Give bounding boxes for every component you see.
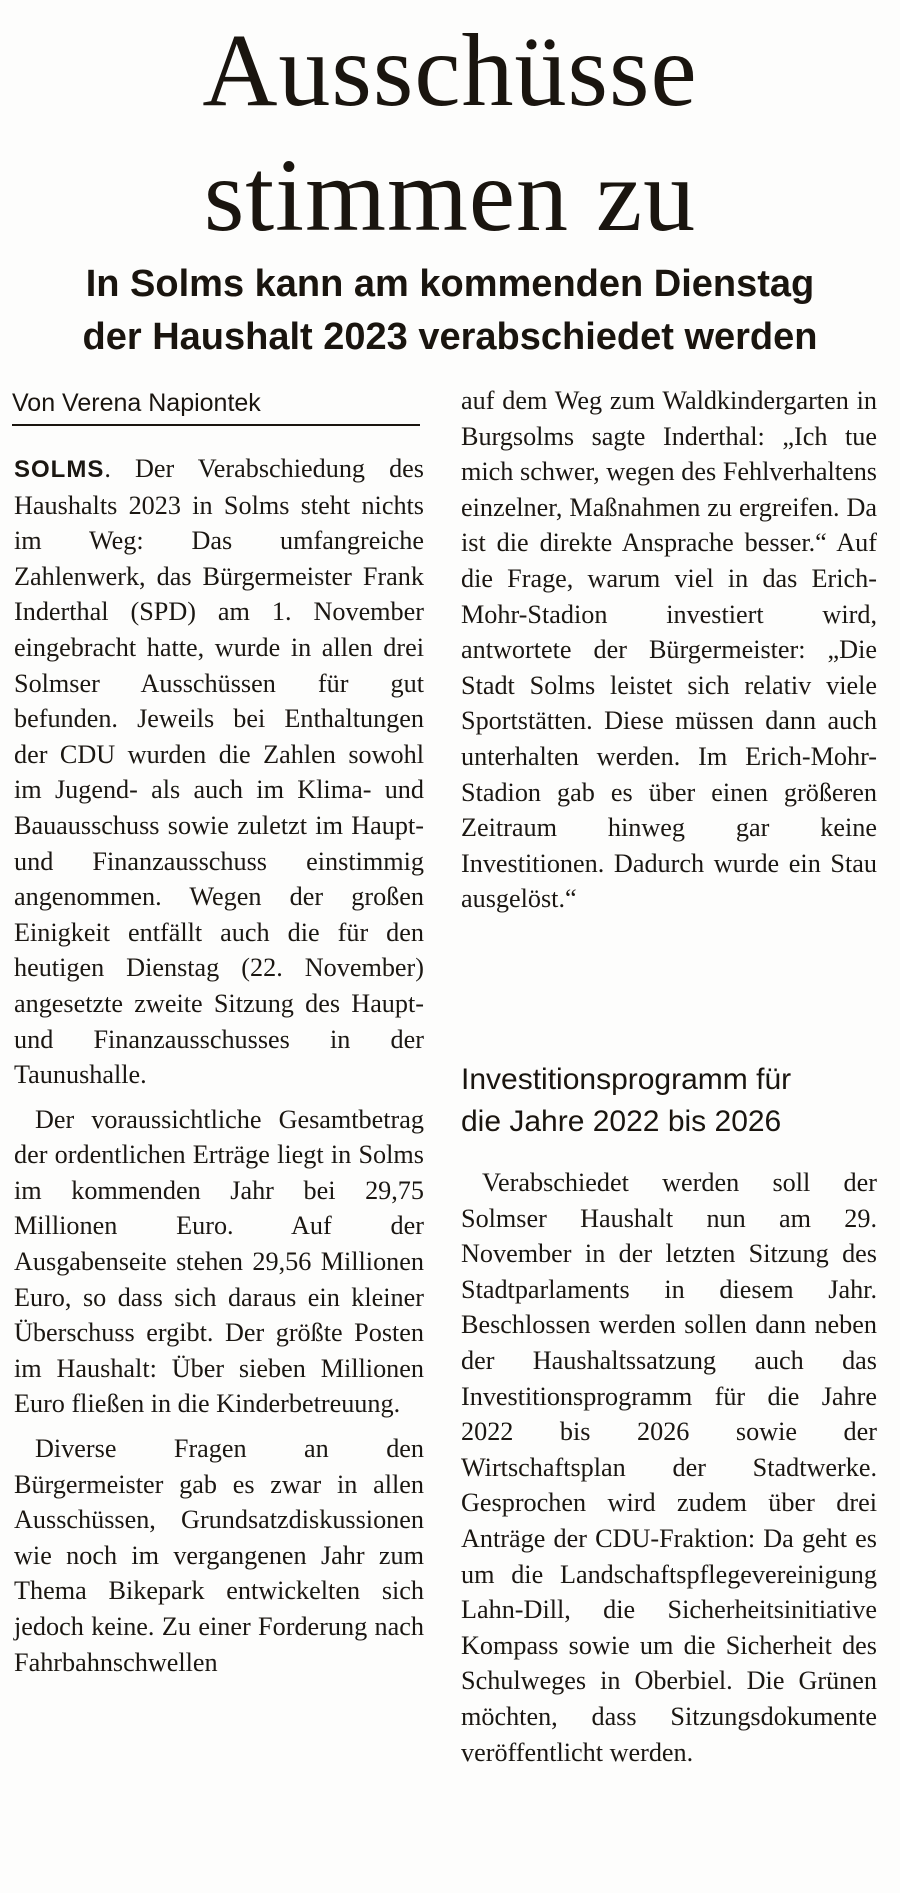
subheadline-line-1: In Solms kann am kommenden Dienstag (85, 263, 815, 305)
dateline: SOLMS (14, 456, 105, 483)
section-heading-line-1: Investitionsprogramm für (461, 1063, 792, 1096)
headline-line-2: stimmen zu (203, 138, 697, 253)
column-right-top (461, 383, 877, 917)
paragraph-2: Der voraussichtliche Gesamtbetrag der ordentlichen Erträge liegt in Solms im kommenden Jahr bei 29,75 Millionen Euro. Auf der Ausgabenseite stehen 29,56 Millionen Euro, so dass sich daraus ein kleiner Überschuss ergibt. Der größte Posten im Haushalt: Über sieben Millionen Euro fließen in die Kinderbetreuung. (14, 1104, 424, 1419)
section-heading-line-2: die Jahre 2022 bis 2026 (461, 1105, 782, 1138)
paragraph-3-continued: auf dem Weg zum Waldkindergarten in Burgsolms sagte Inderthal: „Ich tue mich schwer, wegen des Fehlverhaltens einzelner, Maßnahmen zu ergreifen. Da ist die direkte Ansprache besser.“ Auf die Frage, warum viel in das Erich-Mohr-Stadion investiert wird, antwortete der Bürgermeister: „Die Stadt Solms leistet sich relativ viele Sportstätten. Diese müssen dann auch unterhalten werden. Im Erich-Mohr-Stadion gab es über einen größeren Zeitraum hinweg gar keine Investitionen. Dadurch wurde ein Stau ausgelöst.“ (461, 386, 877, 914)
byline: Von Verena Napiontek (12, 386, 420, 426)
paragraph-1-text: . Der Verabschiedung des Haushalts 2023 in Solms steht nichts im Weg: Das umfangreiche Zahlenwerk, das Bürgermeister Frank Inderthal (SPD) am 1. November eingebracht hatte, wurde in allen drei Solmser Ausschüssen für gut befunden. Jeweils bei Enthaltungen der CDU wurden die Zahlen sowohl im Jugend- als auch im Klima- und Bauausschuss sowie zuletzt im Haupt- und Finanzausschuss einstimmig angenommen. Wegen der großen Einigkeit entfällt auch die für den heutigen Dienstag (22. November) angesetzte zweite Sitzung des Haupt- und Finanzausschusses in der Taunushalle. (14, 454, 424, 1090)
headline (0, 8, 900, 258)
column-left (14, 451, 424, 1680)
paragraph-1 (14, 451, 424, 1093)
paragraph-3: Diverse Fragen an den Bürgermeister gab es zwar in allen Ausschüssen, Grundsatzdiskussionen wie noch im vergangenen Jahr zum Thema Bikepark entwickelten sich jedoch keine. Zu einer Forderung nach Fahrbahnschwellen (14, 1434, 424, 1677)
subheadline (0, 258, 900, 364)
paragraph-4: Verabschiedet werden soll der Solmser Haushalt nun am 29. November in der letzten Sitzung des Stadtparlaments in diesem Jahr. Beschlossen werden sollen dann neben der Haushaltssatzung auch das Investitionsprogramm für die Jahre 2022 bis 2026 sowie der Wirtschaftsplan der Stadtwerke. Gesprochen wird zudem über drei Anträge der CDU-Fraktion: Da geht es um die Landschaftspflegevereinigung Lahn-Dill, die Sicherheitsinitiative Kompass sowie um die Sicherheit des Schulweges in Oberbiel. Die Grünen möchten, dass Sitzungsdokumente veröffentlicht werden. (461, 1168, 877, 1767)
section-heading (461, 1059, 877, 1143)
subheadline-line-2: der Haushalt 2023 verabschiedet werden (82, 316, 818, 358)
column-right-bottom (461, 1165, 877, 1770)
headline-line-1: Ausschüsse (202, 13, 698, 128)
